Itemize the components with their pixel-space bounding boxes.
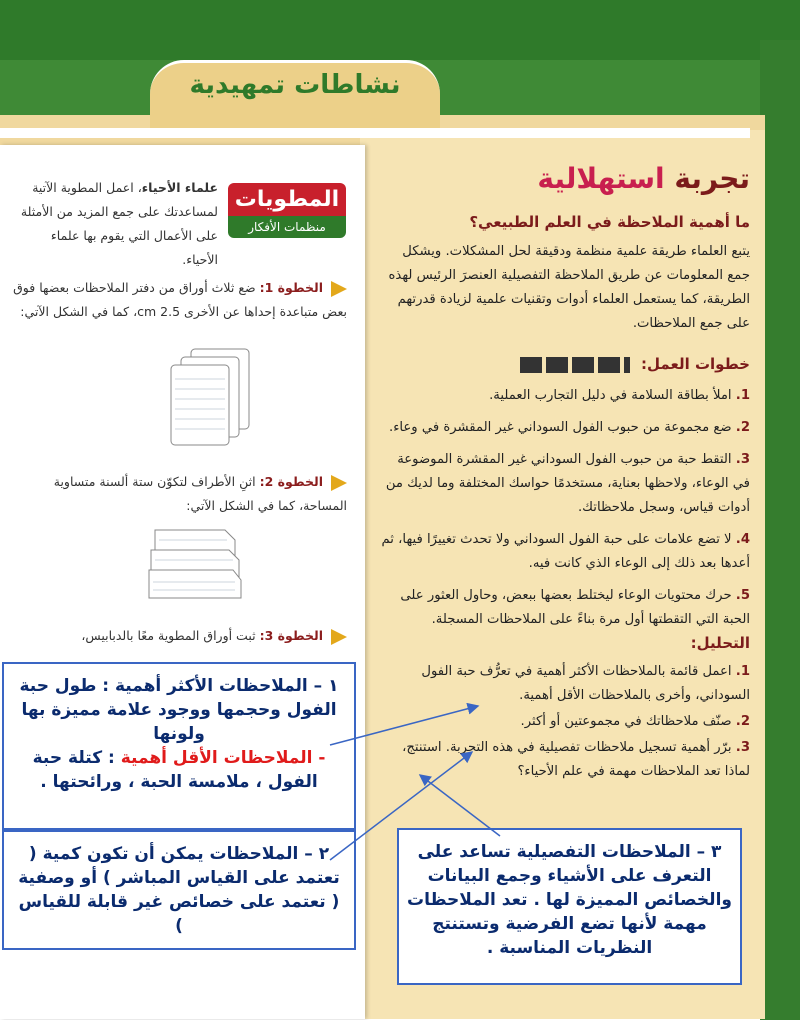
foldables-intro-text: اعمل المطوية الآتية لمساعدتك على جمع المزيد من الأمثلة على الأعمال التي يقوم بها علماء الأحياء. [20, 180, 218, 267]
lab-intro: يتبع العلماء طريقة علمية منظمة ودقيقة لحل المشكلات. ويشكل جمع المعلومات عن طريق الملاحظة التفصيلية العنصرَ الرئيس لهذه الطريقة، كما يستعمل العلماء أدوات وتقنيات علمية لزيادة قدرتهم على جمع الملاحظات. [388, 244, 750, 331]
answer-note-2: ٢ – الملاحظات يمكن أن تكون كمية ( تعتمد على القياس المباشر ) أو وصفية ( تعتمد على خصائص غير قابلة للقياس ) [2, 830, 356, 950]
step1-text: ضع ثلاث أوراق من دفتر الملاحظات بعضها فوق بعض متباعدة إحداها عن الأخرى 2.5 cm، كما في الشكل الآتي: [13, 280, 347, 319]
step3-text: ثبت أوراق المطوية معًا بالدبابيس، [81, 628, 256, 643]
analysis-number: 1. [735, 664, 750, 679]
step-text: لا تضع علامات على حبة الفول السوداني ولا تحدث تغييرًا فيها، ثم أعدها بعد ذلك إلى الوعاء الذي كانت فيه. [381, 532, 750, 571]
answer-note-3: ٣ – الملاحظات التفصيلية تساعد على التعرف على الأشياء وجمع البيانات والخصائص المميزة لها . تعد الملاحظات مهمة لأنها تضع الفرضية وتستنتج النظريات المناسبة . [397, 828, 742, 985]
lab-title-part1: تجربة [674, 162, 750, 195]
note1-line1: ١ – الملاحظات الأكثر أهمية : طول حبة الفول وحجمها ووجود علامة مميزة بها ولونها [19, 676, 339, 744]
step-text: ضع مجموعة من حبوب الفول السوداني غير المقشرة في وعاء. [389, 420, 732, 435]
steps-heading-text: خطوات العمل: [641, 355, 750, 373]
step-number: 3. [735, 452, 750, 467]
step-number: 5. [735, 588, 750, 603]
step-text: حرك محتويات الوعاء ليختلط بعضها ببعض، وحاول العثور على الحبة التي التقطتها أول مرة بناءً على الملاحظات المسجلة. [400, 588, 750, 627]
step-text: التقط حبة من حبوب الفول السوداني غير المقشرة الموضوعة في الوعاء، ولاحظها بعناية، مستخدمًا حواسك المختلفة وما لديك من أدوات قياس، وسجل ملاحظاتك. [385, 452, 750, 515]
analysis-text: برّر أهمية تسجيل ملاحظات تفصيلية في هذه التجربة. استنتج، لماذا تعد الملاحظات مهمة في علم الأحياء؟ [402, 740, 750, 779]
step1-label: الخطوة 1: [259, 280, 324, 295]
analysis-number: 3. [735, 740, 750, 755]
step3-label: الخطوة 3: [259, 628, 324, 643]
foldables-intro-bold: علماء الأحياء [141, 180, 218, 195]
step2-label: الخطوة 2: [259, 474, 324, 489]
note1-line2: : كتلة حبة الفول ، ملامسة الحبة ، ورائحتها . [32, 748, 318, 792]
note1-red-label: - الملاحظات الأقل أهمية [120, 748, 326, 768]
lab-question: ما أهمية الملاحظة في العلم الطبيعي؟ [469, 213, 750, 231]
banner-title: نشاطات تمهيدية [189, 70, 401, 100]
step-number: 2. [735, 420, 750, 435]
step-number: 4. [735, 532, 750, 547]
step2-text: اثنِ الأطراف لتكوّن ستة ألسنة متساوية المساحة، كما في الشكل الآتي: [53, 474, 347, 513]
arrow-note2 [330, 752, 472, 860]
analysis-heading: التحليل: [690, 634, 750, 652]
analysis-text: صنّف ملاحظاتك في مجموعتين أو أكثر. [520, 714, 732, 729]
lab-title-part2: استهلالية [537, 162, 665, 195]
arrow-note1 [330, 706, 478, 745]
foldables-badge-title: المطويات [228, 183, 346, 216]
foldables-intro: علماء الأحياء، اعمل المطوية الآتية لمساعدتك على جمع المزيد من الأمثلة على الأعمال التي يقوم بها علماء الأحياء. [20, 180, 218, 267]
arrow-note3 [420, 775, 500, 836]
step-text: املأ بطاقة السلامة في دليل التجارب العملية. [489, 388, 732, 403]
step-number: 1. [735, 388, 750, 403]
analysis-number: 2. [735, 714, 750, 729]
analysis-text: اعمل قائمة بالملاحظات الأكثر أهمية في تعرُّف حبة الفول السوداني، وأخرى بالملاحظات الأقل أهمية. [421, 664, 750, 703]
foldables-badge-subtitle: منظمات الأفكار [228, 216, 346, 238]
